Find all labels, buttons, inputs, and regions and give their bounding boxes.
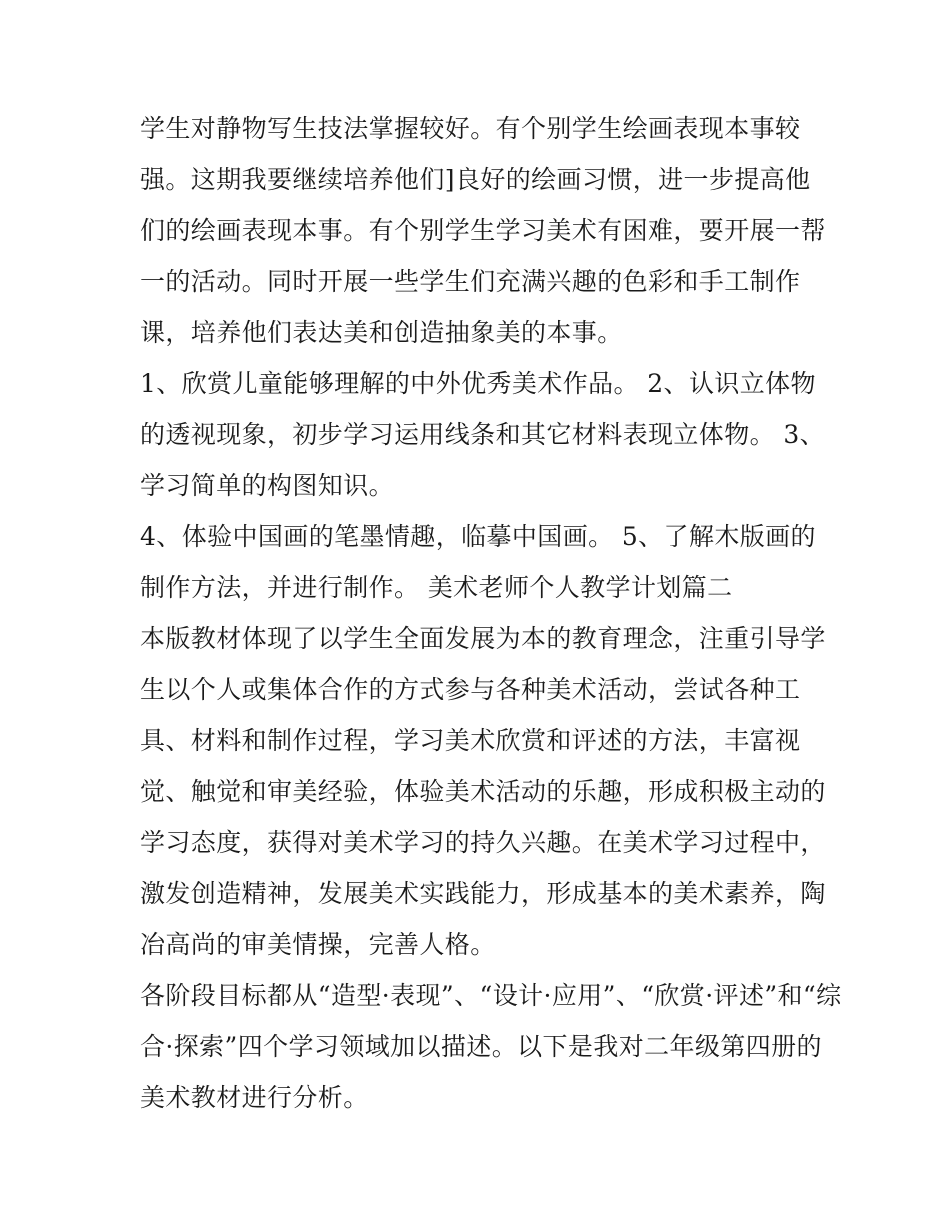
text-line: 合·探索”四个学习领域加以描述。以下是我对二年级第四册的 xyxy=(140,1032,822,1061)
text-line: 强。这期我要继续培养他们]良好的绘画习惯，进一步提高他 xyxy=(140,165,811,194)
text-line: 4、体验中国画的笔墨情趣，临摹中国画。 5、了解木版画的 xyxy=(140,522,816,551)
text-line: 生以个人或集体合作的方式参与各种美术活动，尝试各种工 xyxy=(140,675,801,704)
text-line: 冶高尚的审美情操，完善人格。 xyxy=(140,930,496,959)
text-line: 觉、触觉和审美经验，体验美术活动的乐趣，形成积极主动的 xyxy=(140,777,826,806)
text-line: 美术教材进行分析。 xyxy=(140,1083,369,1112)
text-line: 一的活动。同时开展一些学生们充满兴趣的色彩和手工制作 xyxy=(140,267,801,296)
text-line: 学生对静物写生技法掌握较好。有个别学生绘画表现本事较 xyxy=(140,114,801,143)
text-line: 本版教材体现了以学生全面发展为本的教育理念，注重引导学 xyxy=(140,624,826,653)
text-line: 激发创造精神，发展美术实践能力，形成基本的美术素养，陶 xyxy=(140,879,826,908)
text-line: 的透视现象，初步学习运用线条和其它材料表现立体物。 3、 xyxy=(140,420,826,449)
text-line: 们的绘画表现本事。有个别学生学习美术有困难，要开展一帮 xyxy=(140,216,826,245)
text-line: 课，培养他们表达美和创造抽象美的本事。 xyxy=(140,318,623,347)
text-line: 具、材料和制作过程，学习美术欣赏和评述的方法，丰富视 xyxy=(140,726,801,755)
text-line: 各阶段目标都从“造型·表现”、“设计·应用”、“欣赏·评述”和“综 xyxy=(140,981,842,1010)
text-line: 学习简单的构图知识。 xyxy=(140,471,395,500)
text-line: 1、欣赏儿童能够理解的中外优秀美术作品。 2、认识立体物 xyxy=(140,369,816,398)
text-line: 学习态度，获得对美术学习的持久兴趣。在美术学习过程中， xyxy=(140,828,826,857)
text-line: 制作方法，并进行制作。 美术老师个人教学计划篇二 xyxy=(140,573,733,602)
